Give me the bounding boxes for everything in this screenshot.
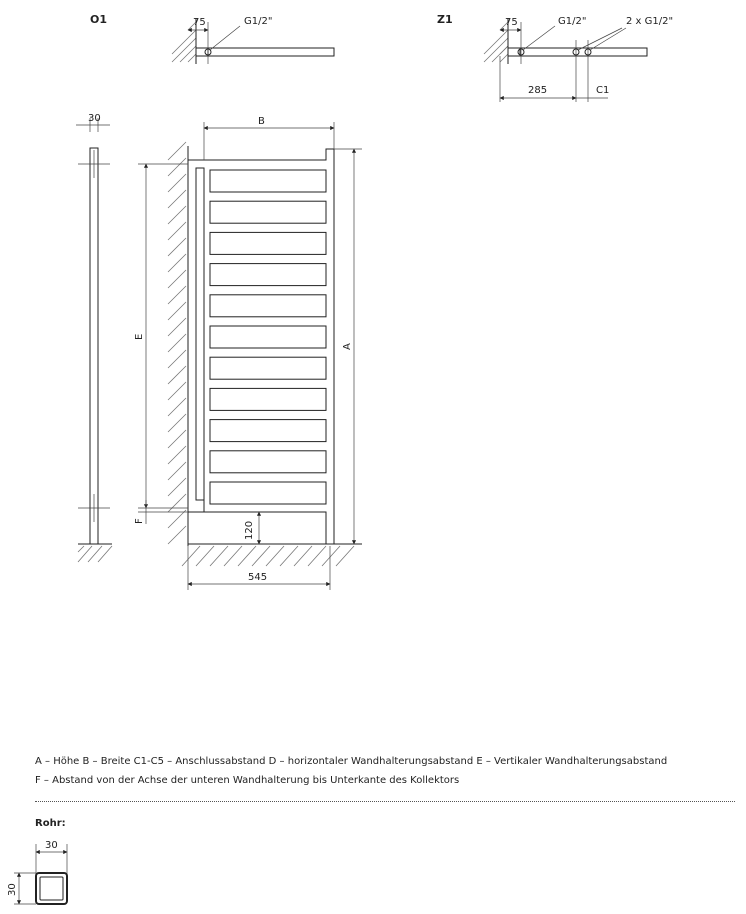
o1-label: O1 — [90, 13, 108, 26]
radiator-bar — [210, 482, 326, 504]
radiator-bar — [210, 232, 326, 254]
z1-double-leader-a — [578, 28, 622, 50]
separator — [35, 801, 735, 802]
dim-a-label: A — [342, 343, 353, 350]
o1-radiator-body — [196, 48, 334, 56]
z1-wall-hatch — [484, 22, 508, 62]
radiator-bars — [210, 170, 326, 504]
z1-dim-75: 75 — [505, 17, 518, 28]
z1-dim-285: 285 — [528, 85, 548, 96]
dim-120-label: 120 — [244, 520, 255, 540]
o1-top-view — [90, 13, 334, 64]
front-floor-hatch — [182, 546, 354, 566]
side-dim-30: 30 — [88, 113, 101, 124]
z1-connection-label: G1/2" — [558, 16, 587, 27]
side-profile — [90, 148, 98, 544]
side-view — [76, 113, 112, 562]
pipe-title: Rohr: — [35, 818, 66, 829]
radiator-bar — [210, 357, 326, 379]
dim-f-label: F — [134, 518, 145, 524]
dim-545-label: 545 — [248, 572, 268, 583]
radiator-bar — [210, 295, 326, 317]
legend-line-2: F – Abstand von der Achse der unteren Wandhalterung bis Unterkante des Kollektors — [35, 775, 460, 786]
o1-connection-leader — [210, 26, 240, 50]
legend-line-1: A – Höhe B – Breite C1-C5 – Anschlussabstand D – horizontaler Wandhalterungsabstand E – Vertikaler Wandhalterungsabstand — [35, 756, 668, 767]
z1-connection-leader — [523, 26, 555, 50]
dim-b-label: B — [258, 116, 265, 127]
pipe-dim-h: 30 — [7, 883, 18, 896]
pipe-inner — [40, 877, 63, 900]
radiator-bar — [210, 170, 326, 192]
radiator-bar — [210, 326, 326, 348]
o1-dim-75: 75 — [193, 17, 206, 28]
dim-e-label: E — [134, 333, 145, 340]
radiator-bar — [210, 201, 326, 223]
o1-connection-label: G1/2" — [244, 16, 273, 27]
pipe-profile — [7, 840, 67, 904]
side-floor-hatch — [78, 546, 112, 562]
z1-connection-double-label: 2 x G1/2" — [626, 16, 674, 27]
front-view — [134, 116, 362, 590]
radiator-bar — [210, 451, 326, 473]
radiator-bar — [210, 420, 326, 442]
pipe-dim-w: 30 — [45, 840, 58, 851]
z1-top-view — [437, 13, 673, 102]
radiator-collector — [188, 512, 326, 544]
z1-dim-c1: C1 — [596, 85, 610, 96]
z1-label: Z1 — [437, 13, 453, 26]
radiator-bar — [210, 388, 326, 410]
z1-double-leader-b — [590, 28, 626, 50]
radiator-bar — [210, 264, 326, 286]
pipe-outer — [36, 873, 67, 904]
front-wall-hatch — [168, 142, 186, 544]
o1-wall-hatch — [172, 22, 196, 62]
